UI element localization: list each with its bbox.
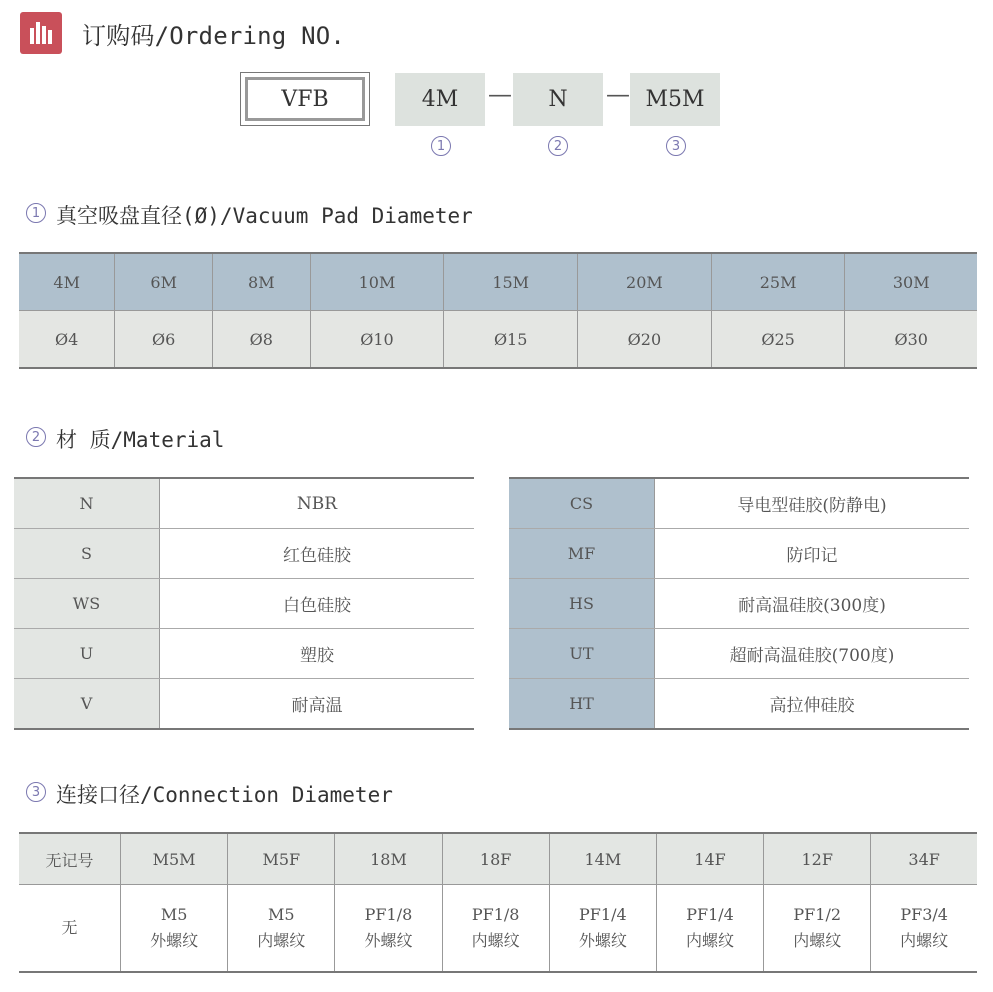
table-header-cell: 30M: [845, 253, 977, 311]
material-name: 防印记: [655, 529, 970, 579]
table-header-cell: 25M: [711, 253, 845, 311]
table-row: [509, 529, 969, 579]
table-header-cell: 无记号: [19, 833, 121, 885]
table-row: [509, 478, 969, 529]
marker-2: 2: [548, 136, 568, 156]
table-row: [19, 833, 977, 885]
table-cell: Ø8: [212, 311, 310, 369]
connection-size: PF3/4: [900, 905, 948, 924]
table-row: [509, 629, 969, 679]
material-code: CS: [509, 478, 655, 529]
connection-type: 外螺纹: [150, 931, 199, 950]
table-cell: Ø10: [310, 311, 444, 369]
table-cell: [442, 885, 549, 973]
table-row: [509, 679, 969, 730]
diameter-table: [19, 252, 977, 369]
material-code: HT: [509, 679, 655, 730]
marker-3: 3: [666, 136, 686, 156]
material-name: 导电型硅胶(防静电): [655, 478, 970, 529]
connection-type: 内螺纹: [471, 931, 520, 950]
connection-size: 无: [61, 918, 78, 937]
material-code: WS: [14, 579, 160, 629]
table-cell: [549, 885, 656, 973]
table-cell: Ø25: [711, 311, 845, 369]
order-code-part-3: M5M: [630, 73, 720, 126]
table-header-cell: 6M: [115, 253, 213, 311]
table-header-cell: 4M: [19, 253, 115, 311]
material-name: 红色硅胶: [160, 529, 475, 579]
order-code-part-2: N: [513, 73, 603, 126]
section-3-title: 连接口径/Connection Diameter: [56, 783, 393, 807]
connection-type: 内螺纹: [793, 931, 842, 950]
material-code: UT: [509, 629, 655, 679]
table-header-cell: 14M: [549, 833, 656, 885]
material-name: 耐高温: [160, 679, 475, 730]
marker-1: 1: [431, 136, 451, 156]
table-cell: [19, 885, 121, 973]
connection-type: 内螺纹: [257, 931, 306, 950]
material-code: N: [14, 478, 160, 529]
material-table-left: [14, 477, 474, 730]
material-name: 白色硅胶: [160, 579, 475, 629]
table-row: [14, 629, 474, 679]
connection-size: PF1/8: [364, 905, 413, 924]
order-code-main-label: VFB: [245, 77, 365, 121]
connection-type: 内螺纹: [900, 931, 949, 950]
table-row: [14, 478, 474, 529]
material-name: NBR: [160, 478, 475, 529]
table-row: [14, 579, 474, 629]
connection-size: PF1/4: [686, 905, 734, 924]
table-cell: [764, 885, 871, 973]
table-row: [14, 679, 474, 730]
material-code: S: [14, 529, 160, 579]
table-header-cell: 12F: [764, 833, 871, 885]
section-2-marker: 2: [26, 427, 46, 447]
table-header-cell: M5F: [228, 833, 335, 885]
table-header-cell: 20M: [578, 253, 712, 311]
table-cell: Ø4: [19, 311, 115, 369]
order-separator: —: [606, 80, 630, 108]
table-row: [14, 529, 474, 579]
order-code-part-1: 4M: [395, 73, 485, 126]
table-header-cell: 18F: [442, 833, 549, 885]
table-header-cell: 15M: [444, 253, 578, 311]
connection-type: 外螺纹: [578, 931, 627, 950]
table-header-cell: 8M: [212, 253, 310, 311]
table-header-cell: 10M: [310, 253, 444, 311]
bar-chart-icon: [20, 12, 62, 54]
section-1-title: 真空吸盘直径(Ø)/Vacuum Pad Diameter: [56, 204, 473, 228]
material-code: V: [14, 679, 160, 730]
material-code: U: [14, 629, 160, 679]
table-row: [19, 885, 977, 973]
table-cell: [656, 885, 763, 973]
table-header-cell: 14F: [656, 833, 763, 885]
material-name: 耐高温硅胶(300度): [655, 579, 970, 629]
connection-size: PF1/8: [471, 905, 520, 924]
material-code: MF: [509, 529, 655, 579]
connection-size: M5: [268, 905, 295, 924]
table-cell: [121, 885, 228, 973]
table-header-cell: 18M: [335, 833, 442, 885]
connection-type: 内螺纹: [686, 931, 735, 950]
material-name: 高拉伸硅胶: [655, 679, 970, 730]
material-name: 超耐高温硅胶(700度): [655, 629, 970, 679]
table-cell: Ø6: [115, 311, 213, 369]
section-2-title: 材 质/Material: [56, 428, 225, 452]
table-header-cell: 34F: [871, 833, 977, 885]
material-code: HS: [509, 579, 655, 629]
connection-size: PF1/2: [793, 905, 842, 924]
table-cell: Ø15: [444, 311, 578, 369]
table-cell: Ø20: [578, 311, 712, 369]
connection-table: [19, 832, 977, 973]
table-row: [19, 253, 977, 311]
connection-size: M5: [160, 905, 188, 924]
material-name: 塑胶: [160, 629, 475, 679]
order-code-main: [240, 72, 370, 126]
order-separator: —: [488, 80, 512, 108]
table-row: [19, 311, 977, 369]
table-cell: [228, 885, 335, 973]
connection-size: PF1/4: [579, 905, 627, 924]
page-title: 订购码/Ordering NO.: [82, 22, 346, 50]
section-3-marker: 3: [26, 782, 46, 802]
table-cell: [335, 885, 442, 973]
table-header-cell: M5M: [121, 833, 228, 885]
section-1-marker: 1: [26, 203, 46, 223]
connection-type: 外螺纹: [364, 931, 413, 950]
table-cell: [871, 885, 977, 973]
material-table-right: [509, 477, 969, 730]
table-cell: Ø30: [845, 311, 977, 369]
table-row: [509, 579, 969, 629]
